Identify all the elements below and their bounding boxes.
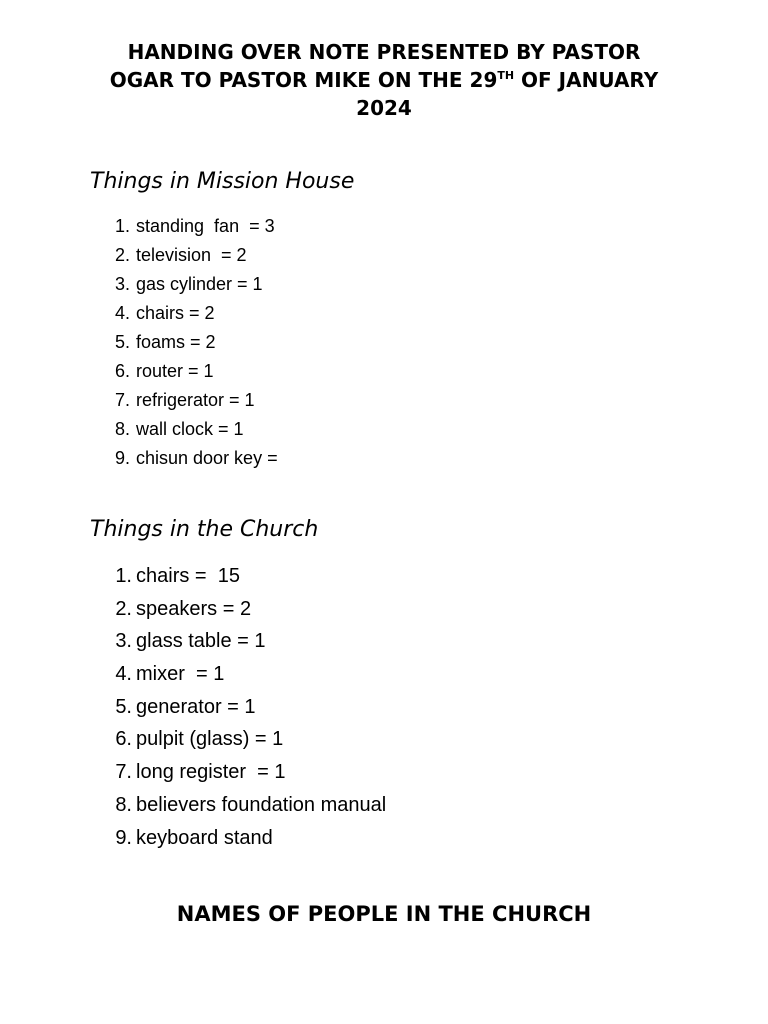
list-text: pulpit (glass) = 1 xyxy=(136,728,284,751)
list-number: 1. xyxy=(114,216,130,236)
list-text: speakers = 2 xyxy=(136,597,252,620)
list-text: chairs = 15 xyxy=(136,565,240,587)
list-number: 1. xyxy=(115,565,132,587)
title-line-2-end: OF JANUARY xyxy=(514,68,659,92)
list-text: keyboard stand xyxy=(136,826,273,849)
date-ordinal-suffix: TH xyxy=(497,69,515,82)
list-number: 6. xyxy=(114,361,130,381)
title-line-1: HANDING OVER NOTE PRESENTED BY PASTOR xyxy=(127,40,641,64)
list-number: 4. xyxy=(115,663,132,686)
list-number: 9. xyxy=(115,826,132,849)
list-number: 7. xyxy=(114,390,130,410)
list-text: router = 1 xyxy=(136,361,214,381)
list-number: 2. xyxy=(115,597,132,620)
list-text: wall clock = 1 xyxy=(136,419,244,439)
list-number: 8. xyxy=(115,793,132,816)
names-heading: NAMES OF PEOPLE IN THE CHURCH xyxy=(176,902,592,926)
list-text: believers foundation manual xyxy=(136,793,387,816)
list-text: glass table = 1 xyxy=(136,630,266,653)
document-title xyxy=(80,38,688,122)
list-text: standing fan = 3 xyxy=(136,216,275,236)
list-text: gas cylinder = 1 xyxy=(136,274,263,294)
mission-house-heading: Things in Mission House xyxy=(90,169,355,194)
title-line-3: 2024 xyxy=(356,96,412,120)
title-line-2-start: OGAR TO PASTOR MIKE ON THE 29 xyxy=(109,68,498,92)
list-text: foams = 2 xyxy=(136,332,216,352)
list-number: 2. xyxy=(114,245,130,265)
list-number: 6. xyxy=(115,728,132,751)
list-number: 4. xyxy=(114,303,130,323)
list-text: chairs = 2 xyxy=(136,303,215,323)
list-text: television = 2 xyxy=(136,245,247,265)
church-heading: Things in the Church xyxy=(90,517,319,542)
list-number: 3. xyxy=(114,274,130,294)
list-text: chisun door key = xyxy=(136,448,278,468)
list-text: long register = 1 xyxy=(136,761,286,784)
list-text: refrigerator = 1 xyxy=(136,390,255,410)
list-number: 8. xyxy=(114,419,130,439)
list-number: 7. xyxy=(115,761,132,784)
list-text: generator = 1 xyxy=(136,695,256,718)
title-line-2 xyxy=(110,68,658,92)
list-number: 9. xyxy=(114,448,130,468)
list-number: 3. xyxy=(115,630,132,653)
list-number: 5. xyxy=(115,695,132,718)
list-number: 5. xyxy=(114,332,130,352)
list-text: mixer = 1 xyxy=(136,663,225,686)
